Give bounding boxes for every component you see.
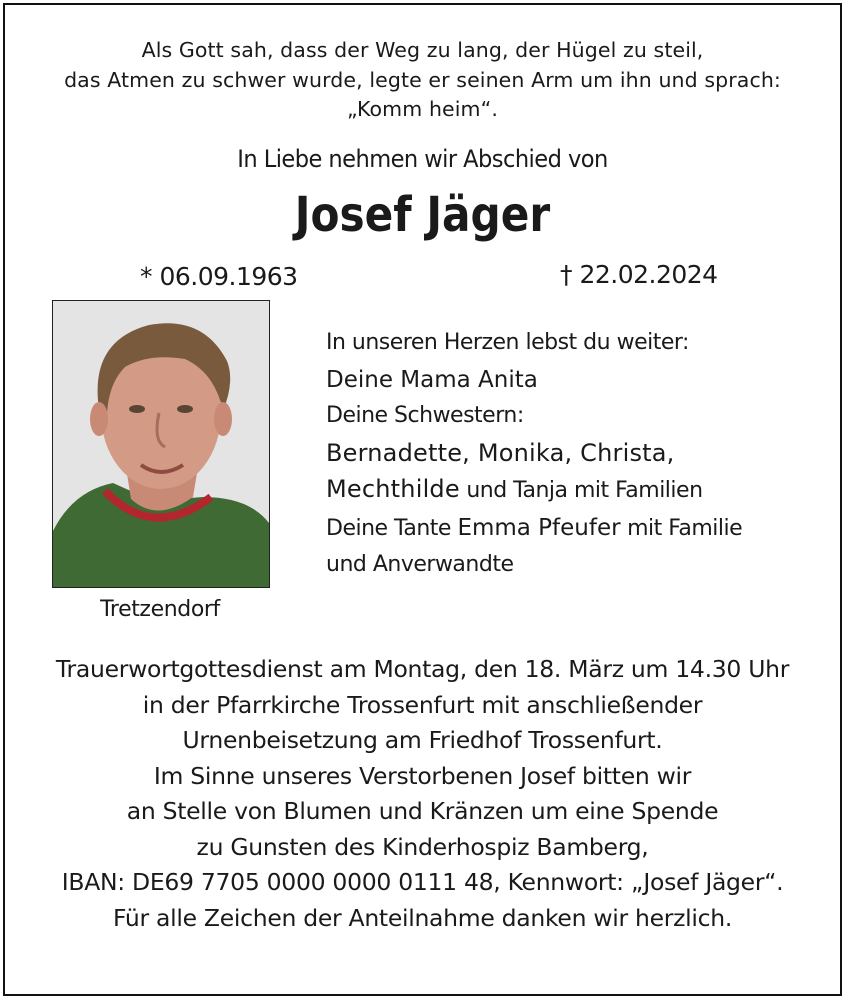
opening-quote: [0, 36, 845, 125]
farewell-intro: In Liebe nehmen wir Abschied von: [237, 145, 608, 173]
mourners-list: [326, 325, 742, 584]
quote-line: „Komm heim“.: [347, 97, 498, 121]
quote-line: das Atmen zu schwer wurde, legte er seinen Arm um ihn und sprach:: [64, 67, 781, 92]
info-line: an Stelle von Blumen und Kränzen um eine Spende: [126, 797, 719, 825]
birth-date: * 06.09.1963: [140, 262, 298, 291]
info-line: Im Sinne unseres Verstorbenen Josef bitten wir: [153, 761, 692, 790]
service-information: [0, 652, 845, 936]
death-date: † 22.02.2024: [560, 260, 718, 289]
family-name: Mechthilde: [326, 475, 460, 503]
family-line: [326, 510, 742, 548]
family-line: Deine Schwestern:: [326, 403, 524, 428]
hometown: Tretzendorf: [100, 597, 220, 622]
portrait-photo: [52, 300, 270, 588]
family-text: und Tanja mit Familien: [459, 478, 703, 503]
family-line: Deine Mama Anita: [326, 366, 538, 393]
info-line: Trauerwortgottesdienst am Montag, den 18. März um 14.30 Uhr: [55, 655, 790, 683]
family-line: In unseren Herzen lebst du weiter:: [326, 330, 689, 355]
info-line: Urnenbeisetzung am Friedhof Trossenfurt.: [182, 726, 663, 754]
family-line: Bernadette, Monika, Christa,: [326, 438, 675, 467]
info-line: zu Gunsten des Kinderhospiz Bamberg,: [196, 832, 649, 861]
family-text: Deine Tante: [326, 515, 458, 541]
family-line: [326, 471, 742, 510]
info-line: Für alle Zeichen der Anteilnahme danken wir herzlich.: [112, 903, 733, 932]
quote-line: Als Gott sah, dass der Weg zu lang, der Hügel zu steil,: [141, 38, 704, 62]
family-text: mit Familie: [620, 515, 743, 541]
family-line: und Anverwandte: [326, 552, 514, 577]
info-line: IBAN: DE69 7705 0000 0000 0111 48, Kennwort: „Josef Jäger“.: [61, 868, 784, 896]
info-line: in der Pfarrkirche Trossenfurt mit anschließender: [142, 690, 703, 719]
deceased-name: Josef Jäger: [294, 187, 551, 243]
portrait-illustration: [53, 301, 269, 587]
family-name: Emma Pfeufer: [457, 514, 621, 541]
